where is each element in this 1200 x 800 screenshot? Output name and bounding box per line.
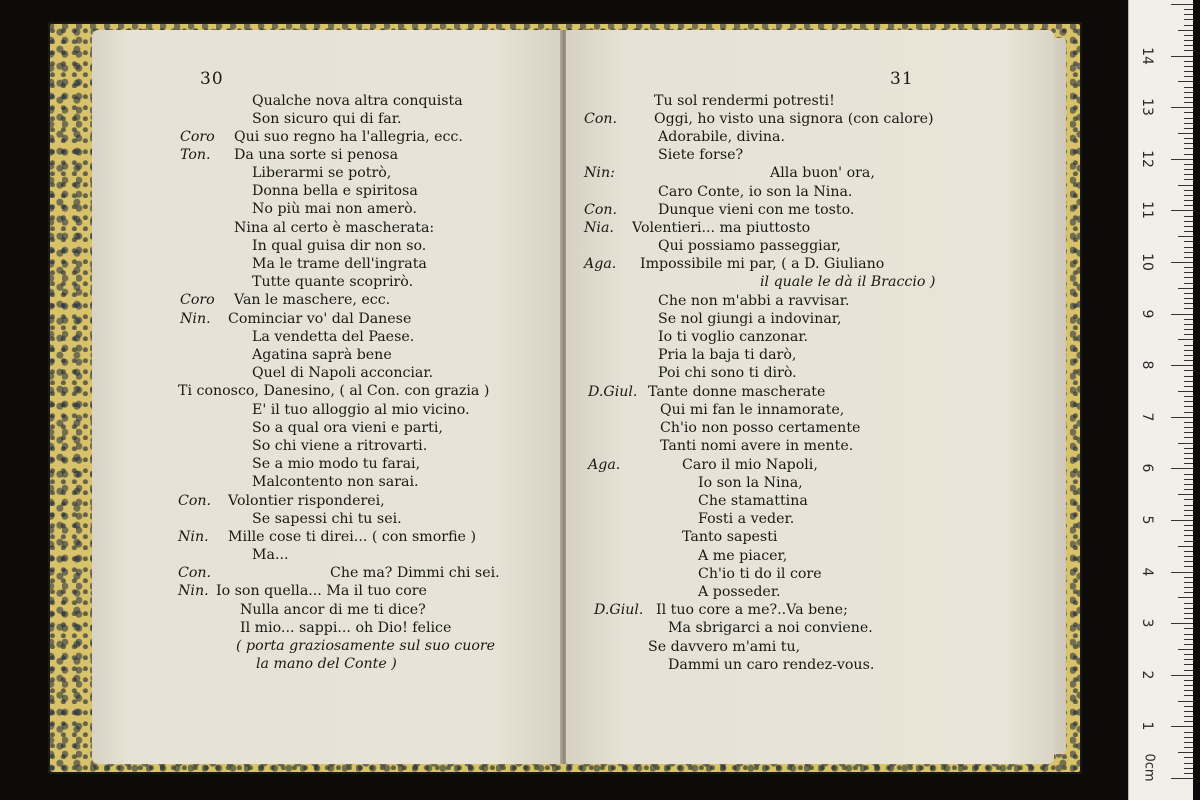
ruler-tick <box>1184 535 1193 536</box>
ruler-tick <box>1178 494 1193 495</box>
ruler-tick <box>1184 505 1193 506</box>
ruler-tick <box>1184 608 1193 609</box>
ruler-tick <box>1184 25 1193 26</box>
verse-text: Liberarmi se potrò, <box>252 165 392 181</box>
ruler-number: 13 <box>1139 98 1155 117</box>
ruler-tick <box>1184 195 1193 196</box>
ruler-tick <box>1184 231 1193 232</box>
verse-text: No più mai non amerò. <box>252 201 417 217</box>
ruler-number: 2 <box>1139 670 1155 680</box>
ruler-tick <box>1184 226 1193 227</box>
ruler-tick <box>1184 773 1193 774</box>
ruler-tick <box>1184 613 1193 614</box>
speaker-label: Aga. <box>584 256 617 272</box>
ruler-tick <box>1178 236 1193 237</box>
ruler-tick <box>1184 118 1193 119</box>
ruler-tick <box>1178 339 1193 340</box>
speaker-label: Nin. <box>178 583 209 599</box>
ruler-tick <box>1171 520 1193 521</box>
ruler-tick <box>1178 288 1193 289</box>
ruler-tick <box>1184 76 1193 77</box>
verse-text: Quel di Napoli acconciar. <box>252 365 434 381</box>
verse-text: Qui suo regno ha l'allegria, ecc. <box>234 129 463 145</box>
ruler-tick <box>1184 97 1193 98</box>
ruler-tick <box>1184 422 1193 423</box>
ruler-tick <box>1171 417 1193 418</box>
verse-text: Che non m'abbi a ravvisar. <box>658 293 850 309</box>
verse-text: Cominciar vo' dal Danese <box>228 311 412 327</box>
ruler-tick <box>1178 752 1193 753</box>
left-page <box>92 30 562 764</box>
ruler-tick <box>1178 30 1193 31</box>
verse-text: Impossibile mi par, ( a D. Giuliano <box>640 256 885 272</box>
verse-text: Dammi un caro rendez-vous. <box>668 657 875 673</box>
verse-text: Qui possiamo passeggiar, <box>658 238 841 254</box>
ruler-tick <box>1184 396 1193 397</box>
ruler-number: 10 <box>1139 253 1155 271</box>
ruler-tick <box>1184 566 1193 567</box>
ruler-tick <box>1184 267 1193 268</box>
ruler-tick <box>1171 778 1193 779</box>
verse-text: Caro Conte, io son la Nina. <box>658 184 853 200</box>
ruler-tick <box>1184 690 1193 691</box>
verse-text: Volentieri... ma piuttosto <box>632 220 811 236</box>
ruler-number: 8 <box>1139 360 1155 370</box>
verse-text: Che stamattina <box>698 493 808 509</box>
ruler-tick <box>1184 628 1193 629</box>
ruler-tick <box>1184 634 1193 635</box>
ruler-tick <box>1184 732 1193 733</box>
ruler-tick <box>1184 277 1193 278</box>
verse-text: Ch'io ti do il core <box>698 566 822 582</box>
verse-text: Siete forse? <box>658 147 744 163</box>
ruler-tick <box>1184 102 1193 103</box>
ruler-number: 12 <box>1139 149 1155 168</box>
verse-text: In qual guisa dir non so. <box>252 238 427 254</box>
ruler-tick <box>1184 19 1193 20</box>
ruler-tick <box>1184 148 1193 149</box>
ruler-tick <box>1184 721 1193 722</box>
ruler-tick <box>1184 747 1193 748</box>
ruler-tick <box>1184 525 1193 526</box>
ruler-tick <box>1171 107 1193 108</box>
ruler-number: 7 <box>1139 412 1155 422</box>
verse-text: Tutte quante scoprirò. <box>252 274 414 290</box>
ruler-tick <box>1171 675 1193 676</box>
ruler-tick <box>1184 582 1193 583</box>
ruler-tick <box>1171 314 1193 315</box>
ruler-tick <box>1184 283 1193 284</box>
verse-text: Se davvero m'ami tu, <box>648 639 801 655</box>
verse-text: Io ti voglio canzonar. <box>658 329 809 345</box>
speaker-label: Nin: <box>584 165 615 181</box>
verse-text: Malcontento non sarai. <box>252 474 419 490</box>
ruler-tick <box>1184 329 1193 330</box>
ruler-tick <box>1184 308 1193 309</box>
measuring-ruler <box>1128 0 1193 800</box>
ruler-tick <box>1184 680 1193 681</box>
ruler-tick <box>1184 360 1193 361</box>
verse-text: Dunque vieni con me tosto. <box>658 202 855 218</box>
ruler-tick <box>1184 257 1193 258</box>
ruler-tick <box>1171 572 1193 573</box>
verse-text: Donna bella e spiritosa <box>252 183 418 199</box>
ruler-number: 4 <box>1139 567 1155 577</box>
ruler-tick <box>1184 474 1193 475</box>
ruler-tick <box>1184 14 1193 15</box>
ruler-tick <box>1184 174 1193 175</box>
ruler-tick <box>1184 9 1193 10</box>
ruler-number: 14 <box>1139 46 1155 65</box>
ruler-tick <box>1184 205 1193 206</box>
verse-text: Caro il mio Napoli, <box>682 457 818 473</box>
verse-text: So chi viene a ritrovarti. <box>252 438 428 454</box>
ruler-tick <box>1184 179 1193 180</box>
ruler-tick <box>1184 768 1193 769</box>
verse-text: Pria la baja ti darò, <box>658 347 797 363</box>
ruler-tick <box>1184 706 1193 707</box>
ruler-tick <box>1184 61 1193 62</box>
ruler-tick <box>1184 406 1193 407</box>
ruler-tick <box>1184 143 1193 144</box>
ruler-tick <box>1184 66 1193 67</box>
speaker-label: Nia. <box>584 220 614 236</box>
ruler-tick <box>1184 247 1193 248</box>
verse-text: A me piacer, <box>698 548 788 564</box>
ruler-tick <box>1171 4 1193 5</box>
ruler-tick <box>1178 185 1193 186</box>
ruler-tick <box>1178 597 1193 598</box>
ruler-tick <box>1184 412 1193 413</box>
page-number: 30 <box>200 69 224 89</box>
ruler-tick <box>1184 711 1193 712</box>
ruler-tick <box>1171 210 1193 211</box>
stage-direction: il quale le dà il Braccio ) <box>760 274 936 290</box>
ruler-tick <box>1184 618 1193 619</box>
verse-text: Fosti a veder. <box>698 511 795 527</box>
ruler-number: 6 <box>1139 463 1155 473</box>
ruler-tick <box>1184 437 1193 438</box>
ruler-tick <box>1184 154 1193 155</box>
ruler-tick <box>1184 40 1193 41</box>
page-number: 31 <box>890 69 914 89</box>
ruler-tick <box>1184 592 1193 593</box>
verse-text: E' il tuo alloggio al mio vicino. <box>252 402 470 418</box>
verse-text: Da una sorte si penosa <box>234 147 399 163</box>
ruler-tick <box>1184 50 1193 51</box>
ruler-tick <box>1184 603 1193 604</box>
verse-text: Qui mi fan le innamorate, <box>660 402 845 418</box>
verse-text: A posseder. <box>698 584 781 600</box>
verse-text: Il tuo core a me?..Va bene; <box>656 602 848 618</box>
ruler-tick <box>1184 252 1193 253</box>
ruler-tick <box>1184 515 1193 516</box>
ruler-tick <box>1184 319 1193 320</box>
verse-text: Che ma? Dimmi chi sei. <box>330 565 500 581</box>
ruler-tick <box>1184 200 1193 201</box>
ruler-tick <box>1184 190 1193 191</box>
ruler-tick <box>1184 639 1193 640</box>
ruler-tick <box>1178 701 1193 702</box>
ruler-tick <box>1184 510 1193 511</box>
ruler-tick <box>1184 670 1193 671</box>
verse-text: Ma le trame dell'ingrata <box>252 256 427 272</box>
right-page <box>566 30 1054 764</box>
speaker-label: Con. <box>178 565 212 581</box>
ruler-tick <box>1184 659 1193 660</box>
ruler-tick <box>1184 35 1193 36</box>
verse-text: Ch'io non posso certamente <box>660 420 861 436</box>
verse-text: Se nol giungi a indovinar, <box>658 311 842 327</box>
ruler-tick <box>1184 556 1193 557</box>
verse-text: Adorabile, divina. <box>658 129 785 145</box>
speaker-label: Nin. <box>178 529 209 545</box>
ruler-tick <box>1184 355 1193 356</box>
ruler-tick <box>1184 742 1193 743</box>
speaker-label: D.Giul. <box>594 602 644 618</box>
ruler-tick <box>1184 463 1193 464</box>
verse-text: Tu sol rendermi potresti! <box>654 93 835 109</box>
ruler-tick <box>1184 587 1193 588</box>
ruler-tick <box>1184 577 1193 578</box>
speaker-label: Nin. <box>180 311 211 327</box>
verse-text: La vendetta del Paese. <box>252 329 415 345</box>
ruler-number: 11 <box>1139 201 1155 220</box>
ruler-tick <box>1184 169 1193 170</box>
speaker-label: Con. <box>178 493 212 509</box>
ruler-tick <box>1184 386 1193 387</box>
speaker-label: Con. <box>584 202 618 218</box>
ruler-tick <box>1184 138 1193 139</box>
speaker-label: D.Giul. <box>588 384 638 400</box>
ruler-tick <box>1171 468 1193 469</box>
ruler-number: 1 <box>1139 721 1155 731</box>
ruler-tick <box>1184 123 1193 124</box>
verse-text: Se sapessi chi tu sei. <box>252 511 402 527</box>
ruler-tick <box>1171 726 1193 727</box>
ruler-tick <box>1184 298 1193 299</box>
ruler-tick <box>1184 654 1193 655</box>
ruler-tick <box>1184 427 1193 428</box>
ruler-tick <box>1178 133 1193 134</box>
verse-text: Tante donne mascherate <box>648 384 826 400</box>
ruler-tick <box>1184 345 1193 346</box>
ruler-tick <box>1184 324 1193 325</box>
speaker-label: Coro <box>180 129 215 145</box>
ruler-tick <box>1184 458 1193 459</box>
ruler-tick <box>1184 644 1193 645</box>
verse-text: Oggi, ho visto una signora (con calore) <box>654 111 934 127</box>
ruler-tick <box>1184 716 1193 717</box>
ruler-tick <box>1178 443 1193 444</box>
verse-text: So a qual ora vieni e parti, <box>252 420 443 436</box>
ruler-tick <box>1184 92 1193 93</box>
ruler-tick <box>1184 541 1193 542</box>
ruler-tick <box>1184 370 1193 371</box>
ruler-tick <box>1184 432 1193 433</box>
ruler-tick <box>1178 391 1193 392</box>
ruler-tick <box>1184 112 1193 113</box>
speaker-label: Con. <box>584 111 618 127</box>
ruler-tick <box>1178 546 1193 547</box>
ruler-tick <box>1178 81 1193 82</box>
ruler-tick <box>1184 489 1193 490</box>
verse-text: Son sicuro qui di far. <box>252 111 402 127</box>
speaker-label: Coro <box>180 292 215 308</box>
ruler-tick <box>1184 561 1193 562</box>
verse-text: Se a mio modo tu farai, <box>252 456 421 472</box>
ruler-tick <box>1184 453 1193 454</box>
ruler-tick <box>1184 71 1193 72</box>
speaker-label: Aga. <box>588 457 621 473</box>
ruler-tick <box>1184 164 1193 165</box>
verse-text: Agatina saprà bene <box>252 347 392 363</box>
verse-text: Ma sbrigarci a noi conviene. <box>668 620 873 636</box>
verse-text: Volontier risponderei, <box>228 493 385 509</box>
ruler-tick <box>1184 87 1193 88</box>
ruler-tick <box>1184 381 1193 382</box>
ruler-tick <box>1184 350 1193 351</box>
verse-text: Mille cose ti direi... ( con smorfie ) <box>228 529 476 545</box>
ruler-tick <box>1184 221 1193 222</box>
ruler-tick <box>1184 448 1193 449</box>
ruler-tick <box>1171 56 1193 57</box>
ruler-unit-label: 0cm <box>1141 753 1157 782</box>
verse-text: Tanti nomi avere in mente. <box>660 438 854 454</box>
ruler-number: 3 <box>1139 618 1155 628</box>
ruler-tick <box>1171 365 1193 366</box>
ruler-tick <box>1184 479 1193 480</box>
ruler-tick <box>1184 334 1193 335</box>
verse-text: Il mio... sappi... oh Dio! felice <box>240 620 452 636</box>
ruler-tick <box>1184 664 1193 665</box>
verse-text: Tanto sapesti <box>682 529 778 545</box>
ruler-tick <box>1184 695 1193 696</box>
verse-text: Alla buon' ora, <box>770 165 875 181</box>
ruler-tick <box>1184 376 1193 377</box>
verse-text: Ti conosco, Danesino, ( al Con. con grazia ) <box>178 383 490 399</box>
ruler-tick <box>1184 484 1193 485</box>
ruler-number: 9 <box>1139 309 1155 319</box>
ruler-tick <box>1184 303 1193 304</box>
ruler-tick <box>1184 551 1193 552</box>
stage-direction: ( porta graziosamente sul suo cuore <box>236 638 496 654</box>
ruler-tick <box>1184 737 1193 738</box>
ruler-tick <box>1171 623 1193 624</box>
verse-text: Io son la Nina, <box>698 475 803 491</box>
ruler-tick <box>1184 530 1193 531</box>
ruler-tick <box>1184 293 1193 294</box>
ruler-tick <box>1184 757 1193 758</box>
ruler-tick <box>1184 401 1193 402</box>
ruler-tick <box>1184 499 1193 500</box>
ruler-tick <box>1184 128 1193 129</box>
ruler-tick <box>1184 216 1193 217</box>
ruler-number: 5 <box>1139 515 1155 525</box>
verse-text: Ma... <box>252 547 289 563</box>
ruler-tick <box>1184 685 1193 686</box>
ruler-tick <box>1184 272 1193 273</box>
verse-text: Poi chi sono ti dirò. <box>658 365 797 381</box>
stage-direction: la mano del Conte ) <box>256 656 397 672</box>
verse-text: Nina al certo è mascherata: <box>234 220 435 236</box>
verse-text: Io son quella... Ma il tuo core <box>216 583 427 599</box>
ruler-tick <box>1171 159 1193 160</box>
ruler-tick <box>1184 763 1193 764</box>
ruler-tick <box>1184 45 1193 46</box>
speaker-label: Ton. <box>180 147 211 163</box>
ruler-tick <box>1178 649 1193 650</box>
ruler-tick <box>1171 262 1193 263</box>
verse-text: Van le maschere, ecc. <box>234 292 391 308</box>
verse-text: Qualche nova altra conquista <box>252 93 463 109</box>
ruler-tick <box>1184 241 1193 242</box>
verse-text: Nulla ancor di me ti dice? <box>240 602 426 618</box>
